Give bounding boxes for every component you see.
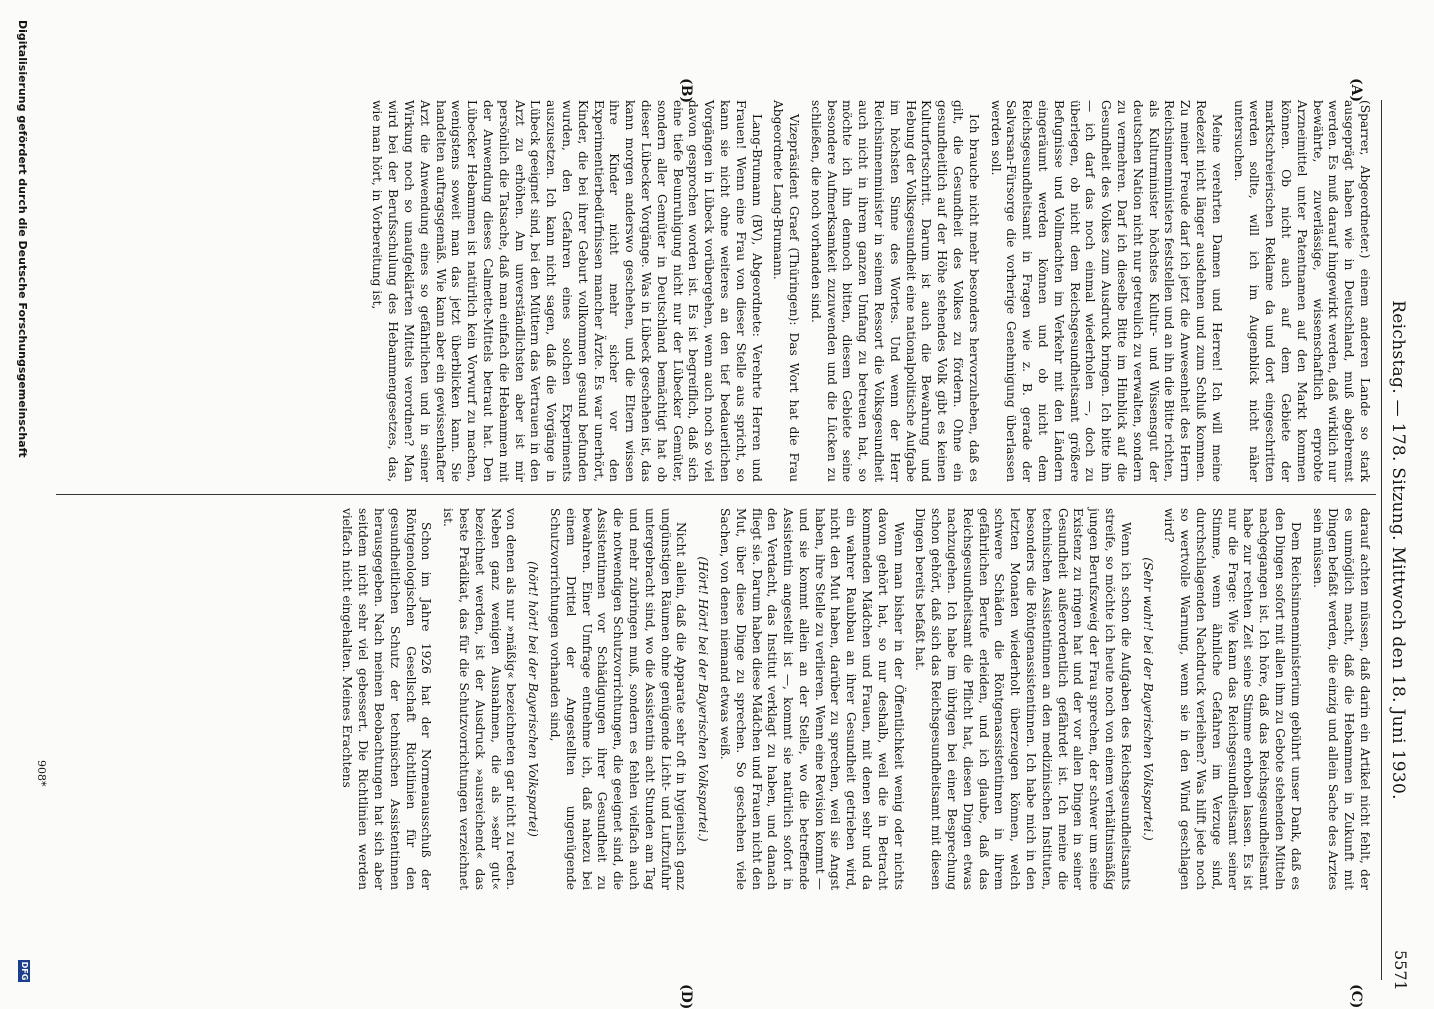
right-paragraph-2: Dem Reichsinnenministerium gebührt unser Dank, daß es den Dingen sofort mit allen ihm zu Gebote stehenden Mitteln nachgegangen ist. Ich höre, daß das Reichsgesundheitsamt habe zur rechten Zeit seine Stimme erhoben lassen. Es ist nur die Frage: Wie kann das Reichsgesundheitsamt seiner Stimme, wenn ähnliche Gefahren im Verzuge sind, durchschlagenden Nachdruck verleihen? Was hilft jede noch so wertvolle Warnung, wenn sie in den Wind geschlagen wird? [1162, 508, 1303, 890]
left-paragraph-2: Meine verehrten Damen und Herren! Ich will meine Redezeit nicht länger ausdehnen und zum Schluß kommen. Zu meiner Freude darf ich jetzt die Anwesenheit des Herrn Reichsinnenministers feststellen und an ihn die Bitte richten, als Kulturminister höchstes Kultur- und Wissensgut der deutschen Nation nicht nur getreulich zu verwalten, sondern zu vermehren. Darf ich dieselbe Bitte im Hinblick auf die Gesundheit des Volkes zum Ausdruck bringen. Ich bitte ihn — ich darf das noch einmal wiederholen —, doch zu überlegen, ob nicht dem Reichsgesundheitsamt größere Befugnisse und Vollmachten im Verkehr mit den Ländern eingeräumt werden können und ob nicht dem Reichsgesundheitsamt in Fragen wie z. B. gerade der Salvarsan-Fürsorge die vorherige Genehmigung überlassen werden soll. [988, 100, 1224, 482]
right-interjection-2: (Hört! Hört! bei der Bayerischen Volkspartei.) [696, 556, 711, 842]
margin-marker-d: (D) [678, 984, 694, 1009]
right-interjection-1: (Sehr wahr! bei der Bayerischen Volkspartei.) [1140, 557, 1155, 841]
left-paragraph-5: Lang-Brumann (BV), Abgeordnete: Verehrte Herren und Frauen! Wenn eine Frau von dieser Stelle aus spricht, so kann sie nicht ohne weiteres an den tief bedauerlichen Vorgängen in Lübeck vorübergehen, wenn auch noch so viel davon gesprochen worden ist. Es ist begreiflich, daß sich eine tiefe Beunruhigung nicht nur der Lübecker Gemüter, sondern aller Gemüter in Deutschland bemächtigt hat ob dieser Lübecker Vorgänge. Was in Lübeck geschehen ist, das kann morgen anderswo geschehen, und die Eltern wissen ihre Kinder nicht mehr sicher vor den Experimentierbedürfnissen mancher Ärzte. Es war unerhört, Kinder, die bei ihrer Geburt vollkommen gesund befunden wurden, den Gefahren eines solchen Experiments auszusetzen. Ich kann nicht sagen, daß die Vorgänge in Lübeck geeignet sind, bei den Müttern das Vertrauen in den Arzt zu erhöhen. Am unverständlichsten aber ist mir persönlich die Tatsache, daß man einfach die Hebammen mit der Anwendung dieses Calmette-Mittels betraut hat. Den Lübecker Hebammen ist natürlich kein Vorwurf zu machen, wenigstens soweit man das jetzt überblicken kann. Sie handelten auftragsgemäß. Wie kann aber ein gewissenhafter Arzt die Anwendung eines so gefährlichen und in seiner Wirkung noch so unaufgeklärten Mittels verordnen? Man wird bei der Berufsschulung des Hebammengesetzes, das, wie man hört, in Vorbereitung ist, [370, 100, 764, 482]
column-divider [56, 494, 1376, 495]
page-number: 5571 [1391, 950, 1410, 991]
dfg-logo: DFG [20, 961, 29, 981]
right-interjection-3: (hört! hört! bei der Bayerischen Volkspartei) [526, 561, 541, 837]
right-column [333, 508, 1372, 890]
right-paragraph-6: von denen als nur »mäßig« bezeichneten gar nicht zu reden. Neben ganz wenigen Ausnahmen, die als »sehr gut« bezeichnet werden, ist der Ausdruck »ausreichend« das beste Prädikat, das für die Schutzvorrichtungen verzeichnet ist. [441, 508, 519, 890]
margin-marker-c: (C) [1348, 984, 1364, 1009]
left-paragraph-4: Vizepräsident Graef (Thüringen): Das Wort hat die Frau Abgeordnete Lang-Brumann. [771, 100, 802, 482]
left-column [363, 100, 1372, 482]
right-paragraph-4: Wenn man bisher in der Öffentlichkeit wenig oder nichts davon gehört hat, so nur deshalb, weil die in Betracht kommenden Mädchen und Frauen, mit denen sehr und da ein wahrer Raubbau an ihrer Gesundheit getrieben wird, nicht den Mut haben, darüber zu sprechen, weil sie Angst haben, ihre Stelle zu verlieren. Wenn eine Revision kommt — und sie kommt allein an der Stelle, wo die betreffende Assistentin angestellt ist —, kommt sie natürlich sofort in den Verdacht, das Institut verklagt zu haben, und danach fliegt sie. Darum haben diese Mädchen und Frauen nicht den Mut, über diese Dinge zu sprechen. So geschehen viele Sachen, von denen niemand etwas weiß. [717, 508, 906, 890]
right-paragraph-1: darauf achten müssen, daß darin ein Artikel nicht fehlt, der es unmöglich macht, daß die Hebammen in Zukunft mit Dingen befaßt werden, die einzig und allein Sache des Arztes sein müssen. [1310, 508, 1372, 890]
header-rule [1381, 100, 1382, 980]
right-paragraph-3: Wenn ich schon die Aufgaben des Reichsgesundheitsamts streife, so möchte ich heute noch von einem verhältnismäßig jungen Berufszweig der Frau sprechen, der schwer um seine Existenz zu ringen hat und der vor allen Dingen in seiner Gesundheit außerordentlich gefährdet ist. Ich meine die technischen Assistentinnen an den medizinischen Instituten, besonders die Röntgenassistentinnen. Ich habe mich in den letzten Monaten wiederholt überzeugen können, welch schwere Schäden die Röntgenassistentinnen in ihrem gefährlichen Berufe erleiden, und ich glaube, daß das Reichsgesundheitsamt die Pflicht hat, diesen Dingen etwas nachzugehen. Ich habe im übrigen bei einer Besprechung schon gehört, daß sich das Reichsgesundheitsamt mit diesen Dingen bereits befaßt hat. [913, 508, 1133, 890]
page-code: 908* [35, 760, 48, 787]
right-paragraph-5: Nicht allein, daß die Apparate sehr oft in hygienisch ganz ungünstigen Räumen ohne genügende Licht- und Luftzufuhr untergebracht sind, wo die Assistentin acht Stunden am Tag und mehr zubringen muß, sondern es fehlen vielfach auch die notwendigen Schutzvorrichtungen, die geeignet sind, die Assistentinnen vor Schädigungen ihrer Gesundheit zu bewahren. Einer Umfrage entnehme ich, daß nahezu bei einem Drittel der Angestellten ungenügende Schutzvorrichtungen vorhanden sind, [547, 508, 689, 890]
margin-marker-a: (A) [1348, 78, 1364, 103]
right-paragraph-7: Schon im Jahre 1926 hat der Normenausschuß der Röntgenologischen Gesellschaft Richtlinien für den gesundheitlichen Schutz der technischen Assistentinnen herausgegeben. Nach meinen Beobachtungen hat sich aber seitdem nicht sehr viel gebessert. Die Richtlinien werden vielfach nicht eingehalten. Meines Erachtens [340, 508, 434, 890]
left-paragraph-3: Ich brauche nicht mehr besonders hervorzuheben, daß es gilt, die Gesundheit des Volkes zu fördern. Ohne ein gesundheitlich auf der Höhe stehendes Volk gibt es keinen Kulturfortschritt. Darum ist auch die Bewahrung und Hebung der Volksgesundheit eine nationalpolitische Aufgabe im höchsten Sinne des Wortes. Und wenn der Herr Reichsinnenminister in seinem Ressort die Volksgesundheit auch nicht in ihrem ganzen Umfang zu betreuen hat, so möchte ich ihn dennoch bitten, diesem Gebiete seine besondere Aufmerksamkeit zuzuwenden und die Lücken zu schließen, die noch vorhanden sind. [808, 100, 981, 482]
digitization-credit: Digitalisierung gefördert durch die Deutsche Forschungsgemeinschaft [16, 20, 29, 458]
left-paragraph-1: (Sparrer, Abgeordneter.) einem anderen Lande so stark ausgeprägt haben wie in Deutschland, muß abgebremst werden. Es muß darauf hingewirkt werden, daß wirklich nur bewährte, zuverlässige, wissenschaftlich erprobte Arzneimittel unter Patentnamen auf den Markt kommen können. Ob nicht auch auf dem Gebiete der marktschreierischen Reklame da und dort eingeschritten werden sollte, will ich im Augenblick nicht näher untersuchen. [1231, 100, 1372, 482]
page-header-title: Reichstag. — 178. Sitzung. Mittwoch den 18. Juni 1930. [1388, 300, 1408, 800]
margin-marker-b: (B) [678, 78, 694, 104]
